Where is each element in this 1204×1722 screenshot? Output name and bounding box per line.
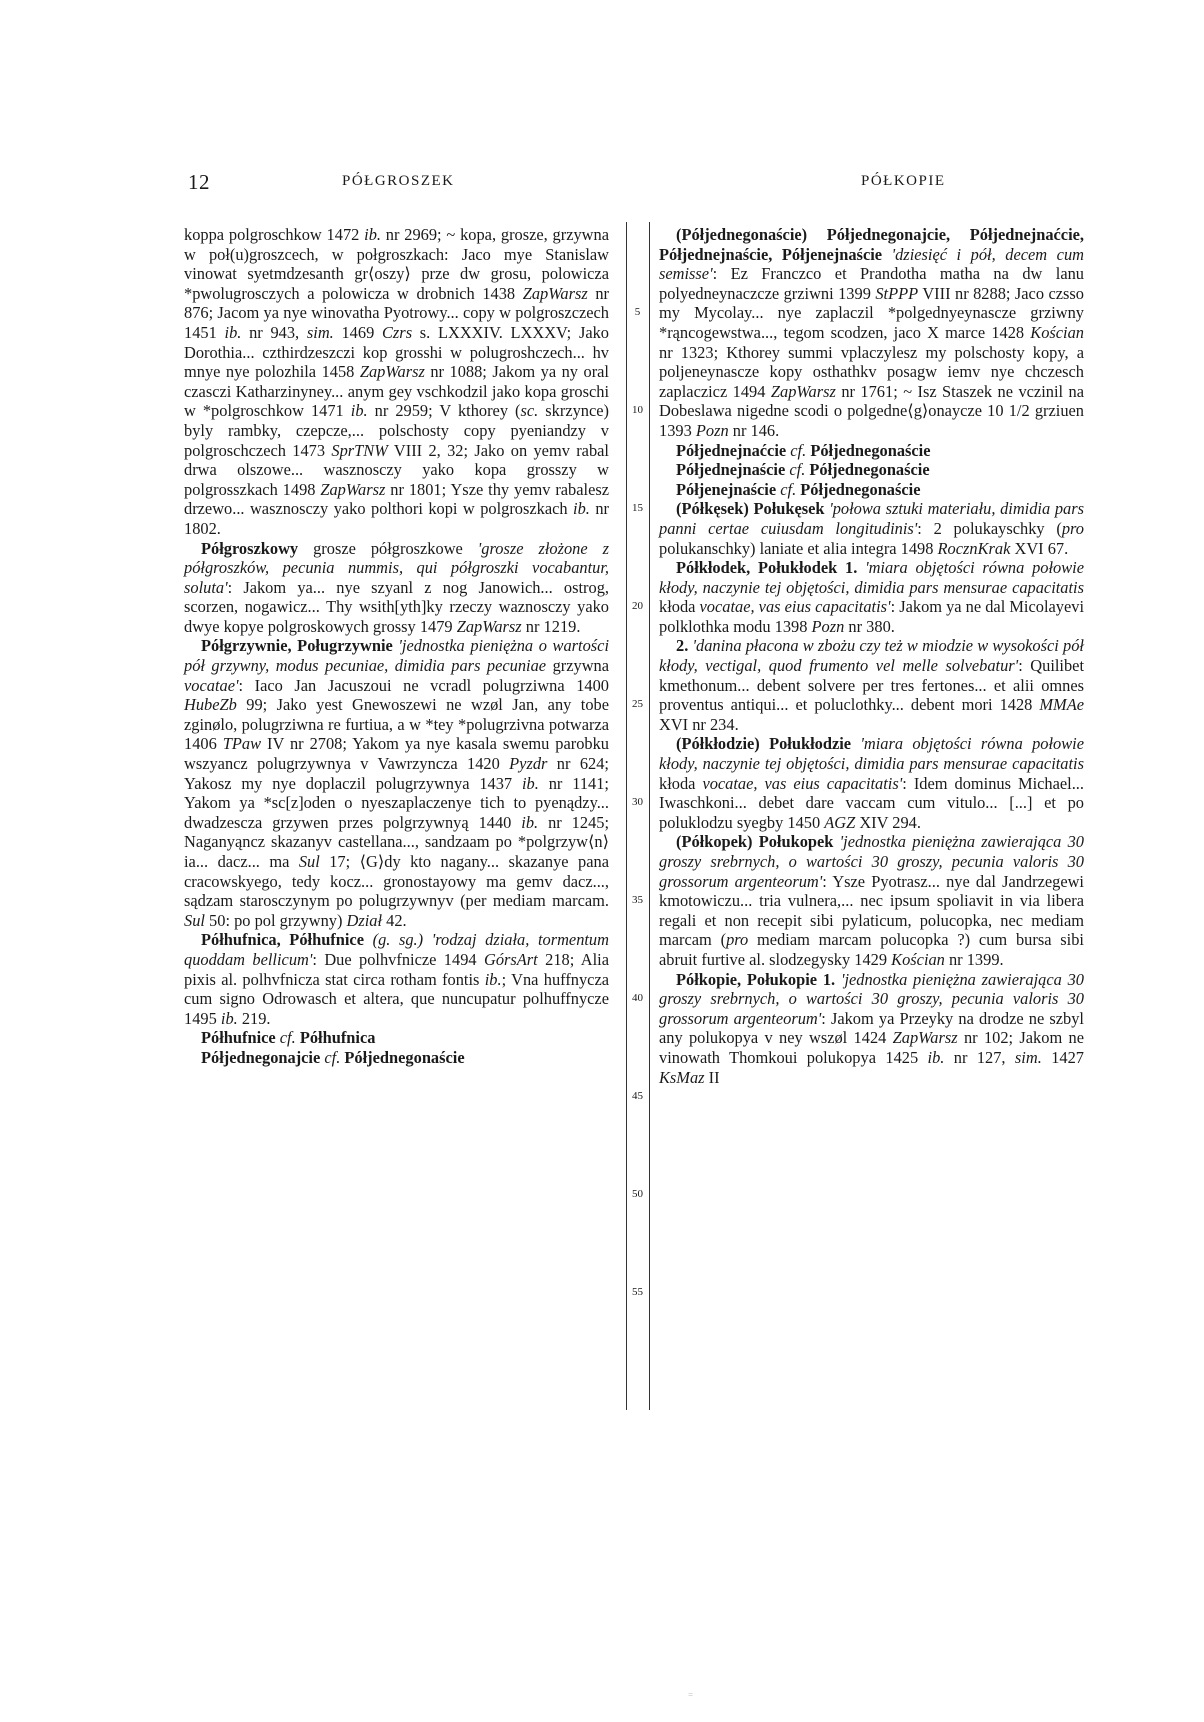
entry-polkopie: Półkopie, Połukopie 1. 'jednostka pieniężna zawierająca 30 groszy srebrnych, o wartości 30 groszy, pecunia valoris 30 grossorum argenteorum': Jakom ya Przeyky na drodze ne szbyl any polukopya v ney wszøl 1424 ZapWarsz nr 102; Jakom ne vinowath Thomkoui polukopya 1425 ib. nr 127, sim. 1427 KsMaz II bbox=[659, 969, 1084, 1087]
column-divider-right bbox=[649, 222, 650, 1410]
headword: (Półkęsek) Połukęsek bbox=[676, 499, 825, 519]
entry-polgroszkowy: Półgroszkowy grosze półgroszkowe 'grosze złożone z półgroszków, pecunia nummis, qui półgroszki vocabantur, soluta': Jakom ya... nye szyanl z nog Janowich... ostrog, scorzen, nogawicz... Thy wsith[yth]ky rzeczy waznosczy yako dwye kopye polgroskowych grossy 1479 ZapWarsz nr 1219. bbox=[184, 538, 609, 636]
running-head-left: PÓŁGROSZEK bbox=[342, 173, 455, 189]
entry-polklodek-sense-2: 2. 'danina płacona w zbożu czy też w miodzie w wysokości pół kłody, vectigal, quod frumento vel melle solvebatur': Quilibet kmethonum... debent solvere per tres fertones... et alii omnes proventus antiqui... et poluclothky... debent mori 1428 MMAe XVI nr 234. bbox=[659, 636, 1085, 734]
entry-polklodek: Półkłodek, Połukłodek 1. 'miara objętości równa połowie kłody, naczynie tej objętości, dimidia pars mensurae capacitatis kłoda vocatae, vas eius capacitatis': Jakom ya ne dal Micolayevi polklothka modu 1398 Pozn nr 380. bbox=[659, 558, 1085, 636]
headword: Półhufnica, Półhufnice bbox=[201, 930, 364, 950]
left-column bbox=[184, 225, 609, 1068]
running-head-right: PÓŁKOPIE bbox=[861, 173, 946, 189]
line-number: 10 bbox=[632, 404, 643, 416]
line-number: 40 bbox=[632, 992, 643, 1004]
footer-mark: = bbox=[688, 1690, 694, 1700]
entry-poljenejnascie-xref: Półjenejnaście cf. Półjednegonaście bbox=[676, 479, 921, 499]
headword: Półjenejnaście bbox=[676, 479, 777, 499]
entry-polhufnica: Półhufnica, Półhufnice (g. sg.) 'rodzaj działa, tormentum quoddam bellicum': Due polhvfnicze 1494 GórsArt 218; Alia pixis al. polhvfnicza stat circa rotham fontis ib.; Vna huffnycza cum signo Odrowasch et altera, que nuncupatur polhuffnycze 1495 ib. 219. bbox=[184, 930, 609, 1028]
headword: (Półkopek) Połukopek bbox=[676, 832, 834, 852]
line-number-gutter bbox=[626, 225, 649, 1425]
entry-poljednegonascie: (Półjednegonaście) Półjednegonajcie, Półjednejnaćcie, Półjednejnaście, Półjenejnaście 'dziesięć i pół, decem cum semisse': Ez Franczco et Prandotha matha na dw lanu polyedneynaczcze grziwni 1399 StPPP VIII nr 8288; Jaco czsso my Mycolay... nye zaplaczil *polgednyeynascze grziwny *rąncogewstwa..., tegom scodzen, jaco X marce 1428 Kościan nr 1323; Kthorey summi vplaczylesz my polschosty kopy, a poljeneynascze kopy osthathkv posagw iemv nye chczesch zaplaczicz 1494 ZapWarsz nr 1761; ~ Isz Staszek ne vczinil na Dobeslawa nigedne scodi o polgedne⟨g⟩onaycze 10 1/2 grziuen 1393 Pozn nr 146. bbox=[659, 225, 1084, 440]
entry-polklodzie: (Półkłodzie) Połukłodzie 'miara objętości równa połowie kłody, naczynie tej objętości, dimidia pars mensurae capacitatis kłoda vocatae, vas eius capacitatis': Idem dominus Michael... Iwaschkoni... debet dare vaccam cum vitulo... [...] et po poluklodzu syegby 1450 AGZ XIV 294. bbox=[659, 734, 1084, 832]
headword: Półjednejnaćcie bbox=[676, 440, 787, 460]
entry-polkopek: (Półkopek) Połukopek 'jednostka pieniężna zawierająca 30 groszy srebrnych, o wartości 30 groszy, pecunia valoris 30 grossorum argenteorum': Ysze Pyotrasz... nye dal Jandrzegewi kmotowiczu... tria vulnera,... nec ipsum spoliavit in via libera regali et non recepit sibi pylaticum, polucopka, nec mediam marcam (pro mediam marcam polucopka ?) cum bursa sibi abruit furtive al. slodzegysky 1429 Kościan nr 1399. bbox=[659, 832, 1084, 969]
sense-number: 2. bbox=[676, 636, 689, 656]
entry-polgroszek-continued: koppa polgroschkow 1472 ib. nr 2969; ~ kopa, grosze, grzywna w poł(u)groszcech, w połgroszkach: Jaco mye Stanislaw vinowat syetmdzesanth gr⟨oszy⟩ prze dw grosu, polowicza *pwolugrosczych a polowicza w drobnich 1438 ZapWarsz nr 876; Jacom ya nye winovatha Pyotrowy... copy w polgroszczech 1451 ib. nr 943, sim. 1469 Czrs s. LXXXIV. LXXXV; Jako Dorothia... czthirdzeszczi kop grosshi w polugroshczech... hv mnye nye polozhila 1458 ZapWarsz nr 1088; Jakom ya ny oral czasczi Katharzinyney... anym gey vschkodzil jako kopa groschi w *polgroschkow 1471 ib. nr 2959; V kthorey (sc. skrzynce) byly rambky, czepcze,... polschosty copy pyeniandzy v polgroschczech 1473 SprTNW VIII 2, 32; Jako on yemv rabal drwa olszowe... wasznosczy yako kopa grosszy w polgrosszkach 1498 ZapWarsz nr 1801; Ysze thy yemv rabalesz drzewo... wasznosczy yako polthori kopi w polgroszkach ib. nr 1802. bbox=[184, 225, 610, 538]
headword: Półkopie, Połukopie 1. bbox=[676, 969, 836, 989]
line-number: 35 bbox=[632, 894, 643, 906]
line-number: 50 bbox=[632, 1188, 643, 1200]
headword: Półhufnice bbox=[201, 1028, 276, 1048]
headword: (Półkłodzie) Połukłodzie bbox=[676, 734, 852, 754]
entry-polgrzywnie: Półgrzywnie, Poługrzywnie 'jednostka pieniężna o wartości pół grzywny, modus pecuniae, dimidia pars pecuniae grzywna vocatae': Iaco Jan Jacuszoui ne vcradl polugrziwna 1400 HubeZb 99; Jako yest Gnewoszewi ne wzøl Jan, any tobe zginølo, polugrziwna re furtiua, a w *tey *polugrzivna potwarza 1406 TPaw IV nr 2708; Yakom ya nye kasala swemu parobku wszyancz polugrzywnya v Vawrzyncza 1420 Pyzdr nr 624; Yakosz my nye doplaczil polugrzywnya 1437 ib. nr 1141; Yakom ya *sc[z]oden o nyeszaplaczenye tich to pyenądzy... dwadzescza grzywen przes polgrzywnyą 1440 ib. nr 1245; Naganyąncz skazanyv castellana..., sandzaam po *polgrzyw⟨n⟩ia... dacz... ma Sul 17; ⟨G⟩dy kto nagany... skazanye pana cracowskyego, tedy kocz... gronostayowy ma gemv dacz..., sądzam starosczynym po polugrzywnyv (per mediam marcam. Sul 50: po pol grzywny) Dział 42. bbox=[184, 636, 610, 930]
line-number: 5 bbox=[634, 306, 641, 318]
line-number: 45 bbox=[632, 1090, 643, 1102]
headword: Półkłodek, Połukłodek 1. bbox=[676, 558, 858, 578]
right-column bbox=[659, 225, 1084, 1087]
line-number: 20 bbox=[632, 600, 643, 612]
entry-polhufnice-xref: Półhufnice cf. Półhufnica bbox=[201, 1028, 376, 1048]
headword: Półgroszkowy bbox=[201, 538, 299, 558]
page-number: 12 bbox=[188, 170, 210, 194]
headword: Półjednejnaście bbox=[676, 460, 786, 480]
line-number: 25 bbox=[632, 698, 643, 710]
headword: Półjednegonajcie bbox=[201, 1047, 321, 1067]
line-number: 30 bbox=[632, 796, 643, 808]
line-number: 55 bbox=[632, 1286, 643, 1298]
entry-polkesek: (Półkęsek) Połukęsek 'połowa sztuki materiału, dimidia pars panni certae cuiusdam longitudinis': 2 polukayschky (pro polukanschky) laniate et alia integra 1498 RocznKrak XVI 67. bbox=[659, 499, 1085, 558]
entry-poljednejnaccie-xref: Półjednejnaćcie cf. Półjednegonaście bbox=[676, 440, 931, 460]
line-number: 15 bbox=[632, 502, 643, 514]
headword: Półgrzywnie, Poługrzywnie bbox=[201, 636, 393, 656]
entry-poljednegonajcie-xref: Półjednegonajcie cf. Półjednegonaście bbox=[201, 1047, 465, 1067]
entry-poljednejnascie-xref: Półjednejnaście cf. Półjednegonaście bbox=[676, 460, 930, 480]
headword: (Półjednegonaście) Półjednegonajcie, Półjednejnaćcie, Półjednejnaście, Półjenejnaście bbox=[659, 225, 1084, 264]
